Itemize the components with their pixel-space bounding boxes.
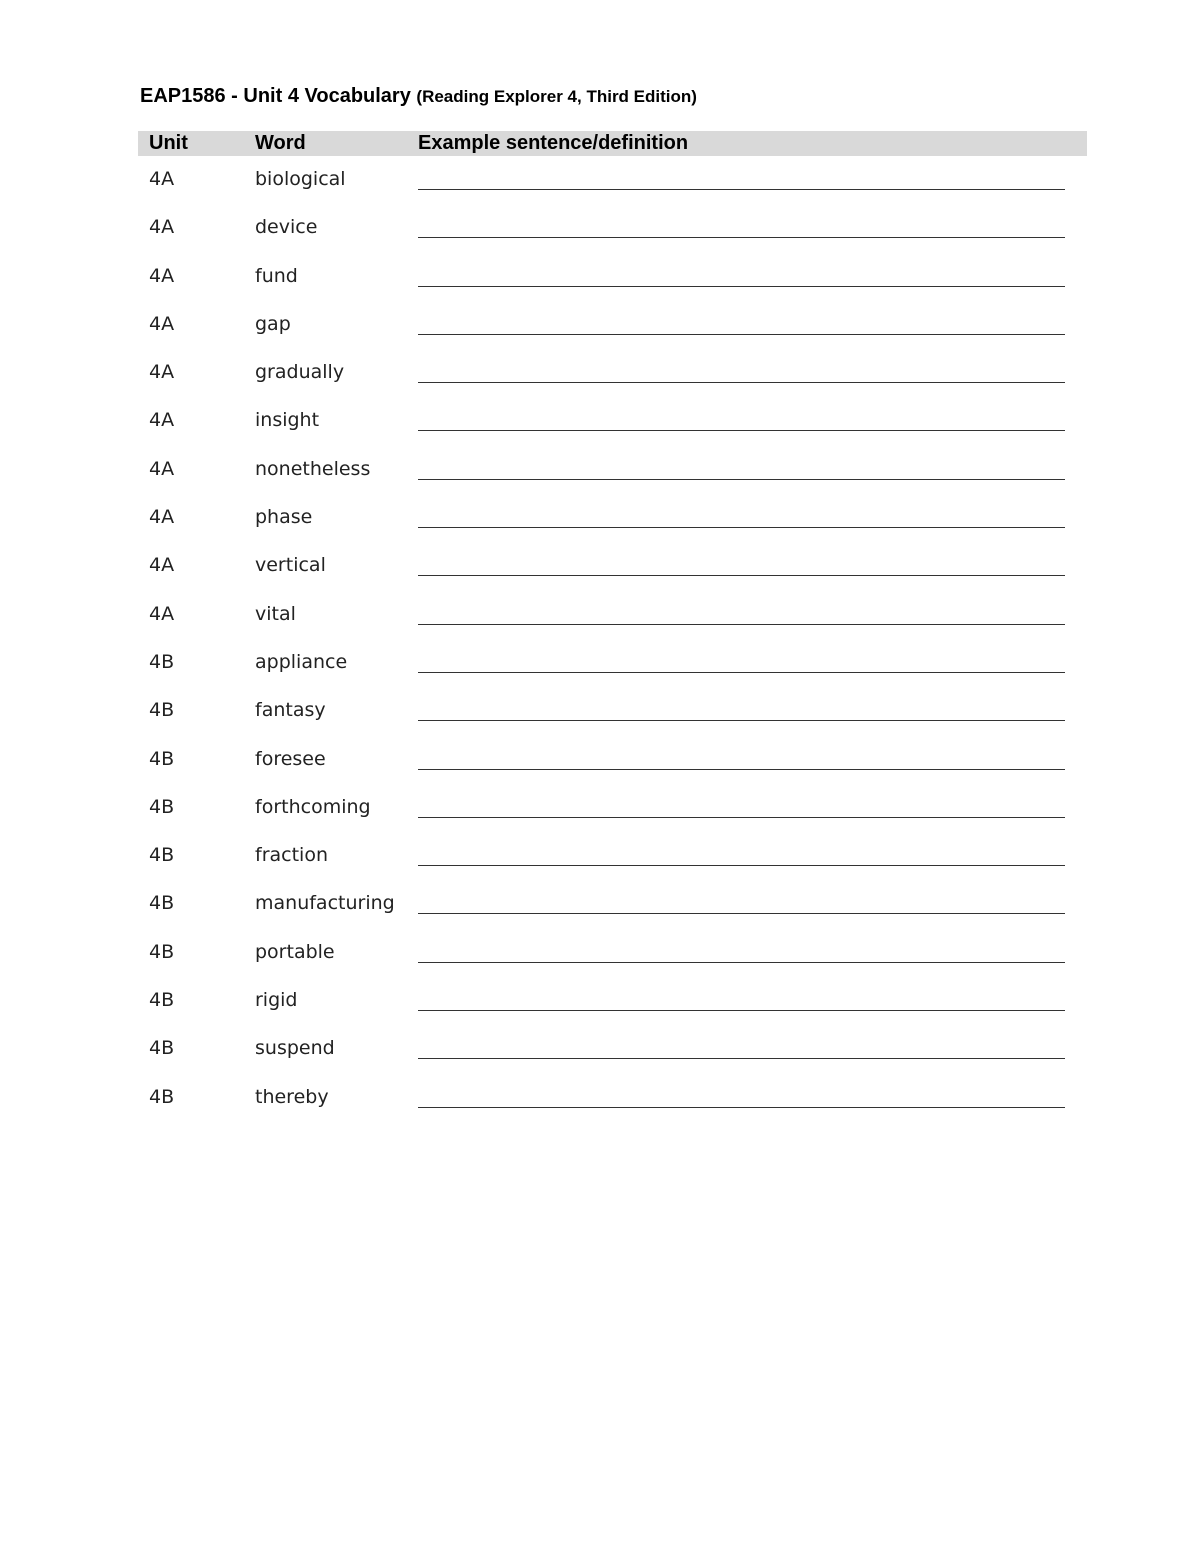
word-cell: thereby [255,1085,329,1108]
table-row [138,832,1087,880]
unit-cell: 4A [149,554,175,577]
table-row [138,156,1087,204]
word-cell: nonetheless [255,457,371,480]
table-row [138,977,1087,1025]
unit-cell: 4A [149,361,175,384]
table-row [138,929,1087,977]
title-subtitle: (Reading Explorer 4, Third Edition) [416,87,697,106]
word-cell: rigid [255,989,298,1012]
table-row [138,494,1087,542]
answer-blank-line [418,382,1065,383]
table-row [138,639,1087,687]
word-cell: phase [255,506,313,529]
word-cell: suspend [255,1037,335,1060]
answer-blank-line [418,479,1065,480]
word-cell: vertical [255,554,326,577]
word-cell: insight [255,409,320,432]
unit-cell: 4B [149,989,175,1012]
table-row [138,880,1087,928]
table-row [138,784,1087,832]
table-row [138,397,1087,445]
unit-cell: 4B [149,699,175,722]
answer-blank-line [418,189,1065,190]
word-cell: portable [255,940,335,963]
word-cell: appliance [255,650,348,673]
word-cell: device [255,216,318,239]
answer-blank-line [418,624,1065,625]
table-row [138,253,1087,301]
answer-blank-line [418,769,1065,770]
table-row [138,591,1087,639]
answer-blank-line [418,1010,1065,1011]
answer-blank-line [418,962,1065,963]
answer-blank-line [418,334,1065,335]
unit-cell: 4B [149,1037,175,1060]
header-unit: Unit [149,132,188,154]
answer-blank-line [418,865,1065,866]
table-row [138,1074,1087,1122]
unit-cell: 4A [149,168,175,190]
unit-cell: 4A [149,409,175,432]
word-cell: biological [255,168,346,190]
unit-cell: 4B [149,747,175,770]
unit-cell: 4B [149,892,175,915]
unit-cell: 4A [149,602,175,625]
answer-blank-line [418,720,1065,721]
unit-cell: 4B [149,844,175,867]
table-body [138,156,1087,1122]
header-word: Word [255,132,306,154]
unit-cell: 4B [149,1085,175,1108]
answer-blank-line [418,575,1065,576]
table-row [138,349,1087,397]
word-cell: fraction [255,844,328,867]
unit-cell: 4B [149,795,175,818]
answer-blank-line [418,237,1065,238]
title-main: EAP1586 - Unit 4 Vocabulary [140,85,417,107]
table-row [138,446,1087,494]
table-header [138,131,1087,156]
unit-cell: 4A [149,457,175,480]
word-cell: vital [255,602,296,625]
unit-cell: 4B [149,940,175,963]
answer-blank-line [418,1107,1065,1108]
answer-blank-line [418,1058,1065,1059]
unit-cell: 4A [149,506,175,529]
answer-blank-line [418,913,1065,914]
table-row [138,687,1087,735]
word-cell: gradually [255,361,345,384]
answer-blank-line [418,672,1065,673]
answer-blank-line [418,527,1065,528]
word-cell: manufacturing [255,892,395,915]
vocabulary-table [138,131,1087,1122]
unit-cell: 4A [149,264,175,287]
word-cell: forthcoming [255,795,371,818]
page-title [140,85,697,108]
table-row [138,204,1087,252]
unit-cell: 4B [149,650,175,673]
unit-cell: 4A [149,216,175,239]
unit-cell: 4A [149,312,175,335]
answer-blank-line [418,286,1065,287]
word-cell: fund [255,264,298,287]
table-row [138,301,1087,349]
word-cell: fantasy [255,699,326,722]
table-row [138,1025,1087,1073]
word-cell: gap [255,312,291,335]
answer-blank-line [418,817,1065,818]
word-cell: foresee [255,747,326,770]
header-example: Example sentence/definition [418,132,689,154]
table-row [138,736,1087,784]
table-row [138,542,1087,590]
answer-blank-line [418,430,1065,431]
